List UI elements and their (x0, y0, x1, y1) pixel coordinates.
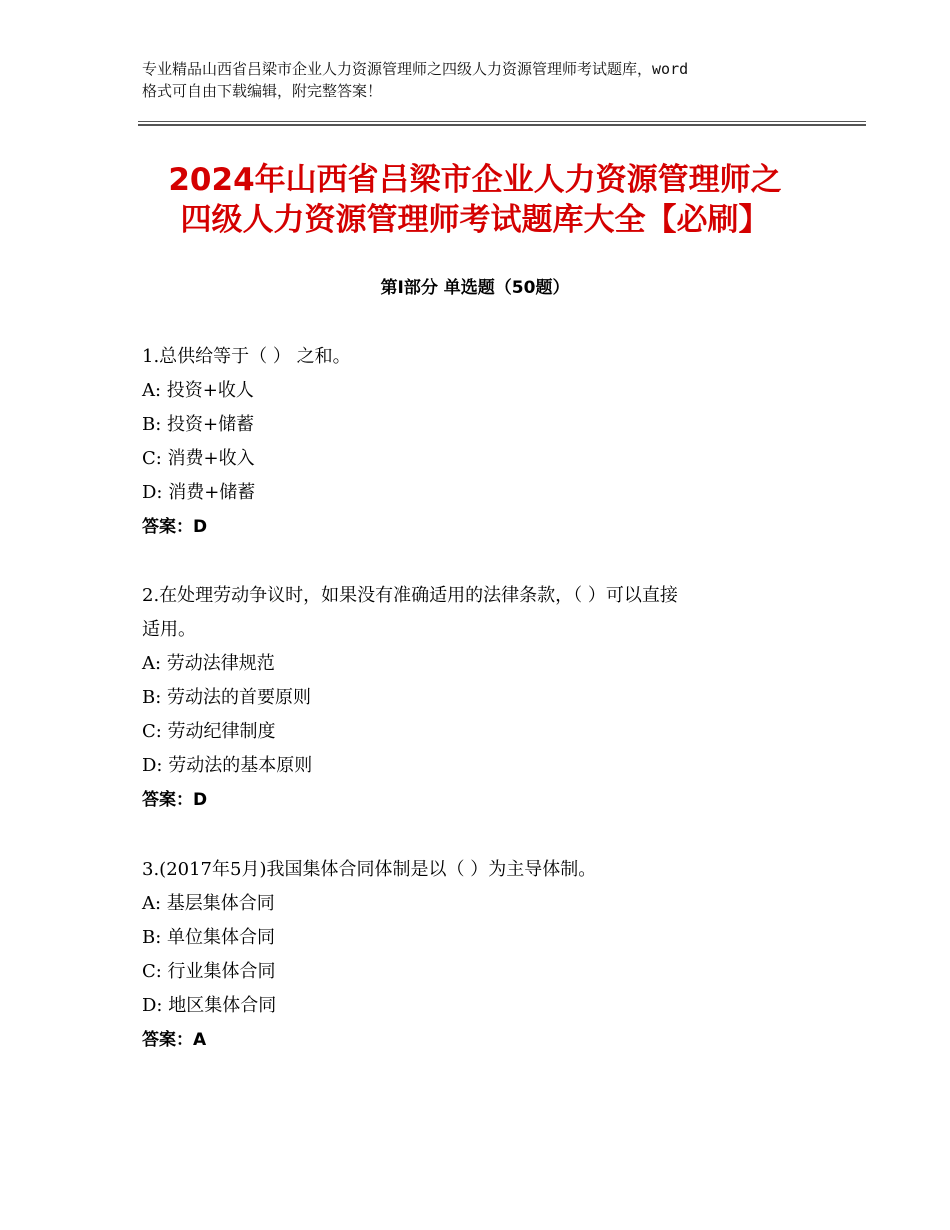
question-stem: 3.(2017年5月)我国集体合同体制是以（ ）为主导体制。 (142, 859, 597, 880)
header-divider (138, 121, 866, 122)
option-a: A: 基层集体合同 (142, 893, 275, 914)
document-title (100, 160, 850, 240)
question-stem: 适用。 (142, 619, 196, 640)
option-d: D: 地区集体合同 (142, 995, 277, 1016)
option-c: C: 行业集体合同 (142, 961, 276, 982)
option-d: D: 劳动法的基本原则 (142, 755, 313, 776)
answer-label: 答案：D (142, 790, 208, 810)
option-a: A: 投资+收人 (142, 380, 254, 401)
question-block (142, 340, 822, 544)
header-note-line: 格式可自由下载编辑，附完整答案！ (142, 82, 383, 100)
option-c: C: 消费+收入 (142, 448, 255, 469)
header-note (142, 58, 822, 102)
header-divider (138, 124, 866, 126)
option-a: A: 劳动法律规范 (142, 653, 275, 674)
question-block (142, 579, 822, 817)
option-d: D: 消费+储蓄 (142, 482, 256, 503)
question-stem: 1.总供给等于（ ） 之和。 (142, 346, 351, 367)
answer-label: 答案：D (142, 517, 208, 537)
question-block (142, 853, 822, 1057)
option-b: B: 劳动法的首要原则 (142, 687, 312, 708)
option-b: B: 单位集体合同 (142, 927, 276, 948)
answer-label: 答案：A (142, 1030, 207, 1050)
question-stem: 2.在处理劳动争议时，如果没有准确适用的法律条款，（ ）可以直接 (142, 585, 678, 606)
title-line: 2024年山西省吕梁市企业人力资源管理师之 (168, 162, 782, 198)
header-note-line: 专业精品山西省吕梁市企业人力资源管理师之四级人力资源管理师考试题库，word (142, 60, 689, 78)
section-heading: 第Ⅰ部分 单选题（50题） (380, 278, 570, 298)
option-b: B: 投资+储蓄 (142, 414, 255, 435)
option-c: C: 劳动纪律制度 (142, 721, 276, 742)
title-line: 四级人力资源管理师考试题库大全【必刷】 (180, 202, 770, 238)
